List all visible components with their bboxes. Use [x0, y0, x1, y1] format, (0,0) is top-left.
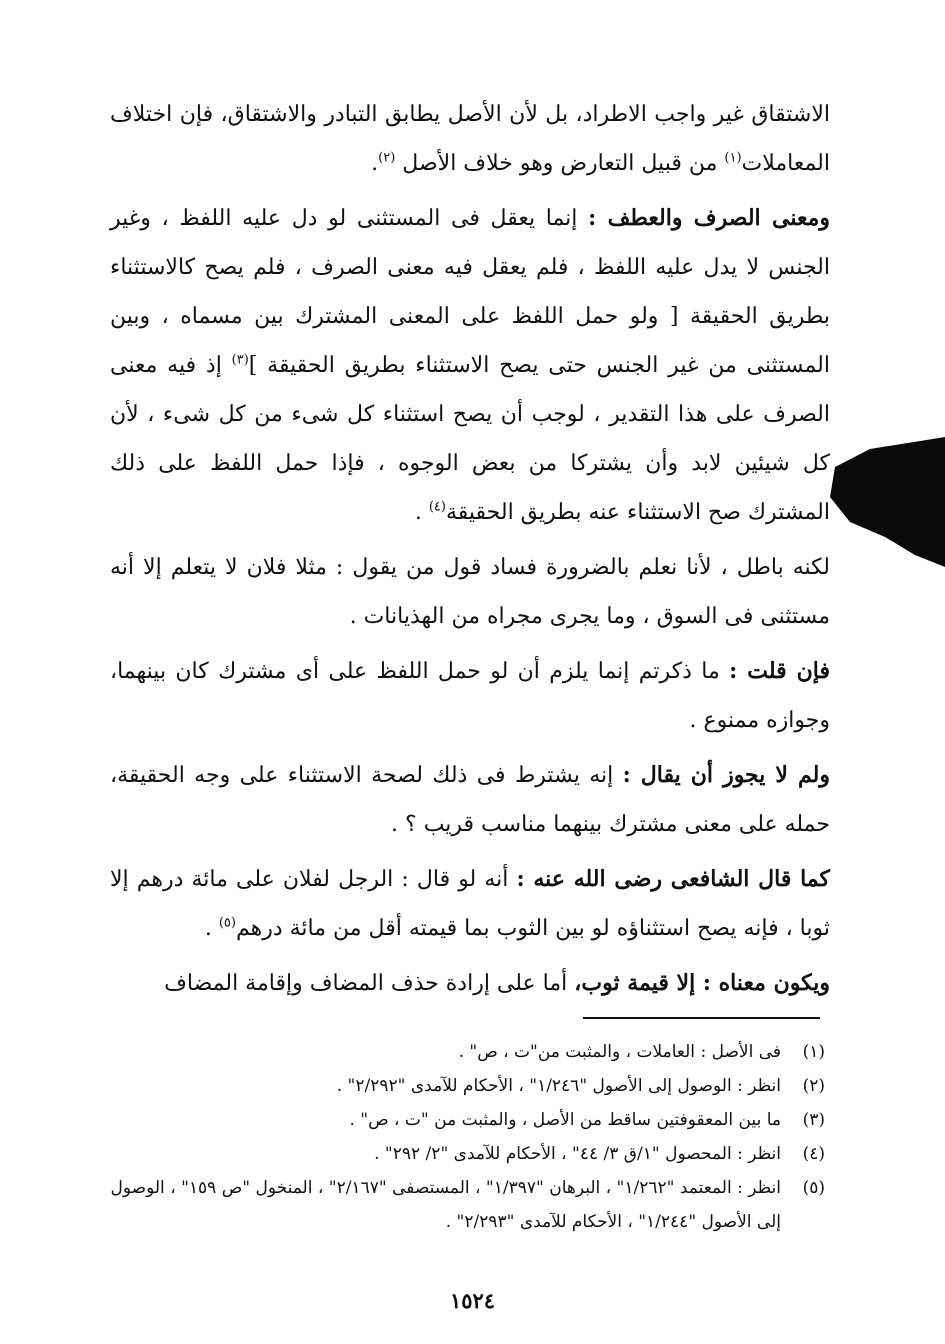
page-number: ١٥٢٤: [449, 1288, 496, 1313]
footnote-ref[interactable]: (٢): [378, 150, 396, 166]
footnote-text: انظر : الوصول إلى الأصول "١/٢٤٦" ، الأحكام للآمدى "٢/٢٩٢" .: [336, 1076, 781, 1096]
main-text: [110, 90, 830, 1014]
footnote-number: (١): [802, 1042, 825, 1062]
paragraph-text: إذ فيه معنى الصرف على هذا التقدير ، لوجب أن يصح استثناء كل شىء من كل شىء ، لأن كل شيئين لابد وأن يشتركا من بعض الوجوه ، فإذا حمل اللفظ على ذلك المشترك صح الاستثناء عنه بطريق الحقيقة: [110, 353, 830, 525]
footnote-text: انظر : المحصول "١/ق ٣/ ٤٤" ، الأحكام للآمدى "٢/ ٢٩٢" .: [374, 1144, 781, 1164]
paragraph-1: [110, 90, 830, 188]
paragraph-text: إنما يعقل فى المستثنى لو دل عليه اللفظ ، وغير الجنس لا يدل عليه اللفظ ، فلم يعقل فيه معنى الصرف ، فلم يصح كالاستثناء بطريق الحقيقة [ ولو حمل اللفظ على المعنى المشترك بين مسماه ، وبين المستثنى من غير الجنس حتى يصح الاستثناء بطريق الحقيقة ]: [110, 206, 830, 378]
footnote-text: ما بين المعقوفتين ساقط من الأصل ، والمثبت من "ت ، ص" .: [349, 1110, 781, 1130]
paragraph-end: .: [371, 151, 379, 176]
paragraph-7: [110, 959, 830, 1008]
footnote-ref[interactable]: (٤): [428, 499, 446, 515]
paragraph-lead: فإن قلت :: [729, 658, 830, 684]
footnote-3: [110, 1103, 825, 1137]
paragraph-end: .: [414, 500, 429, 525]
paragraph-text: أنه لو قال : الرجل لفلان على مائة درهم إلا ثوبا ، فإنه يصح استثناؤه لو بين الثوب بما قيمته أقل من مائة درهم: [110, 867, 830, 941]
paragraph-lead: كما قال الشافعى رضى الله عنه :: [516, 866, 831, 892]
footnote-number: (٥): [802, 1178, 825, 1198]
paragraph-lead: ومعنى الصرف والعطف :: [588, 205, 830, 231]
footnote-number: (٤): [802, 1144, 825, 1164]
footnote-1: [110, 1035, 825, 1069]
paragraph-text: الاشتقاق غير واجب الاطراد، بل لأن الأصل يطابق التبادر والاشتقاق، فإن اختلاف المعاملات: [110, 102, 830, 176]
footnote-separator: [583, 1017, 820, 1019]
footnote-number: (٢): [802, 1076, 825, 1096]
paragraph-3: [110, 543, 830, 641]
footnote-2: [110, 1069, 825, 1103]
paragraph-4: [110, 647, 830, 745]
paragraph-6: [110, 855, 830, 953]
paragraph-text: إنه يشترط فى ذلك لصحة الاستثناء على وجه الحقيقة، حمله على معنى مشترك بينهما مناسب قريب ؟ .: [110, 763, 830, 837]
footnote-text: فى الأصل : العاملات ، والمثبت من"ت ، ص" .: [458, 1042, 781, 1062]
footnote-number: (٣): [802, 1110, 825, 1130]
footnote-text: انظر : المعتمد "١/٢٦٢" ، البرهان "١/٣٩٧" ، المستصفى "٢/١٦٧" ، المنخول "ص ١٥٩" ، الوصول إلى الأصول "١/٢٤٤" ، الأحكام للآمدى "٢/٢٩٣" .: [110, 1178, 781, 1232]
paragraph-text: ما ذكرتم إنما يلزم أن لو حمل اللفظ على أى مشترك كان بينهما، وجوازه ممنوع .: [110, 659, 830, 733]
scan-shadow: [830, 437, 945, 567]
footnote-4: [110, 1137, 825, 1171]
paragraph-lead: ويكون معناه : إلا قيمة ثوب،: [574, 970, 830, 996]
paragraph-lead: ولم لا يجوز أن يقال :: [622, 762, 830, 788]
footnote-5: [110, 1171, 825, 1239]
paragraph-text: أما على إرادة حذف المضاف وإقامة المضاف: [164, 971, 575, 996]
paragraph-end: .: [204, 916, 219, 941]
paragraph-text: لكنه باطل ، لأنا نعلم بالضرورة فساد قول من يقول : مثلا فلان لا يتعلم إلا أنه مستثنى فى السوق ، وما يجرى مجراه من الهذيانات .: [110, 555, 830, 629]
paragraph-5: [110, 751, 830, 849]
paragraph-text: من قبيل التعارض وهو خلاف الأصل: [395, 151, 725, 176]
footnote-ref[interactable]: (٥): [218, 915, 236, 931]
footnote-ref[interactable]: (٣): [231, 352, 249, 368]
footnotes: [110, 1035, 825, 1239]
paragraph-2: [110, 194, 830, 537]
footnote-ref[interactable]: (١): [724, 150, 742, 166]
